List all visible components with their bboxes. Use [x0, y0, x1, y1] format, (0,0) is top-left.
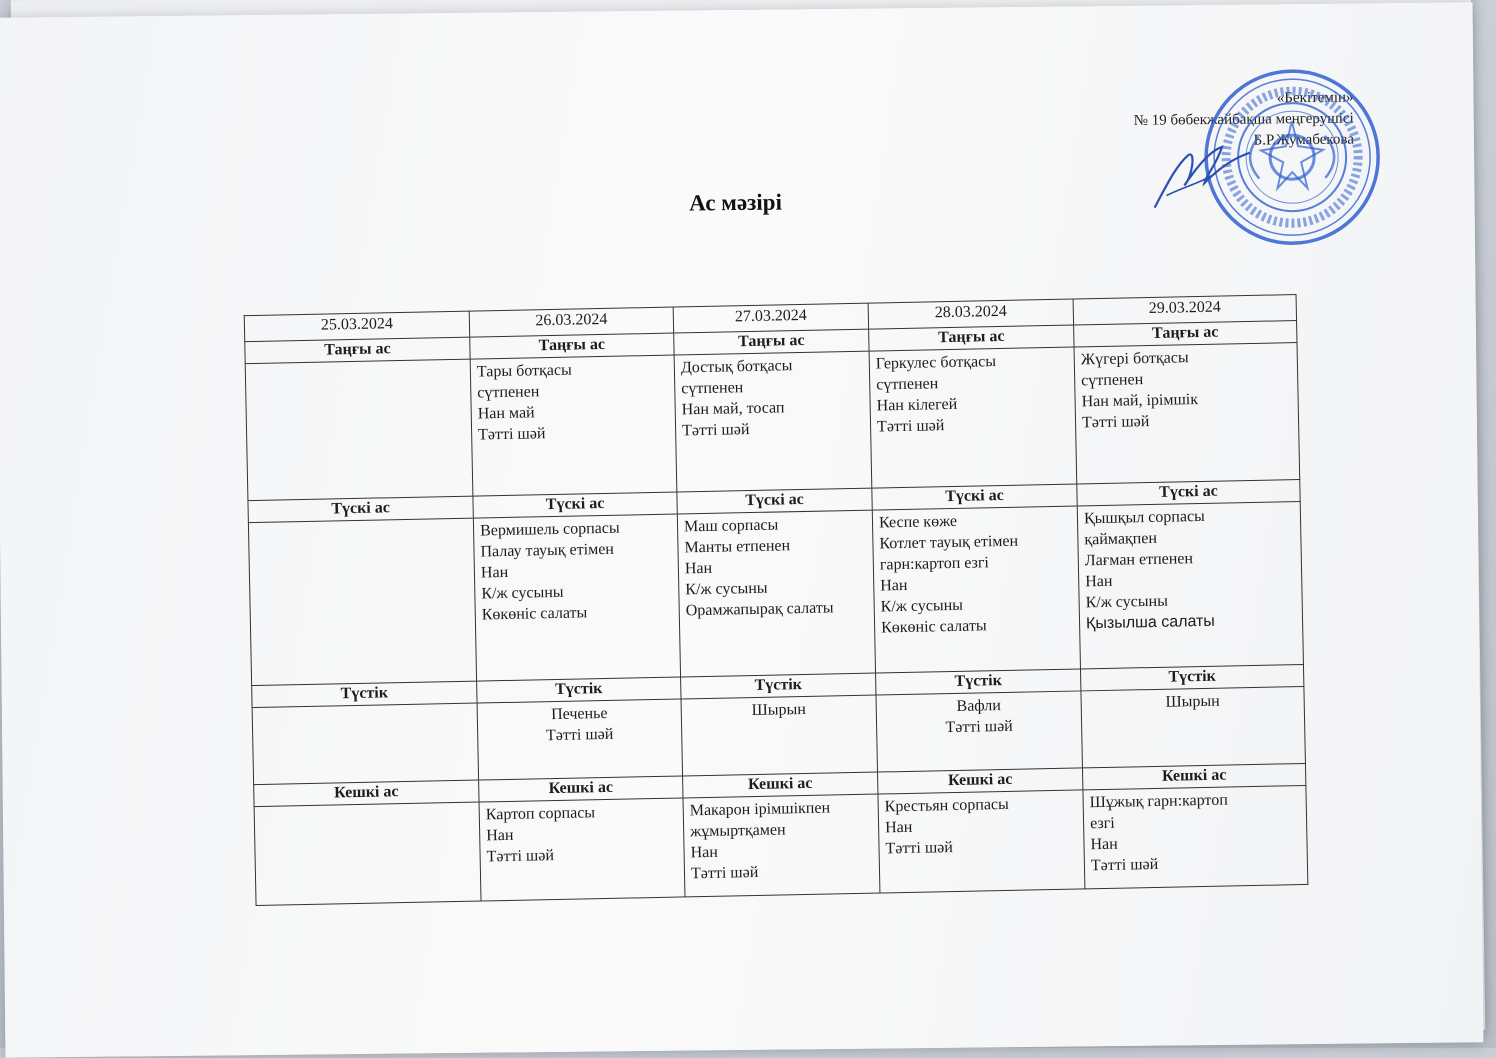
- menu-item: К/ж сусыны: [1085, 592, 1169, 612]
- menu-items-cell: [473, 514, 680, 681]
- menu-item: Нан: [1090, 835, 1118, 854]
- menu-item: Вермишель сорпасы: [479, 519, 620, 540]
- menu-item: Нан: [690, 843, 718, 862]
- menu-items-cell: [245, 359, 473, 500]
- date-cell: 25.03.2024: [244, 311, 469, 342]
- menu-item: Тәтті шәй: [681, 421, 750, 440]
- menu-item: Палау тауық етімен: [480, 540, 615, 561]
- date-cell: 29.03.2024: [1073, 295, 1296, 325]
- menu-items-cell: [479, 798, 685, 901]
- menu-items-cell: [683, 794, 880, 897]
- approval-line-2: № 19 бөбекжайбақша меңгерушісі: [1133, 110, 1354, 129]
- menu-item: Геркулес ботқасы: [875, 353, 997, 373]
- menu-item: Нан май: [477, 404, 535, 423]
- menu-item: Тәтті шәй: [690, 863, 759, 883]
- menu-item: Тары ботқасы: [476, 361, 572, 381]
- meal-name-cell: Кешкі ас: [479, 776, 683, 802]
- menu-item: Тәтті шәй: [945, 717, 1013, 737]
- menu-item: Көкөніс салаты: [481, 604, 588, 624]
- menu-items-cell: [254, 802, 481, 905]
- menu-item: Нан: [684, 559, 713, 578]
- meal-items-row-breakfast: [245, 343, 1300, 501]
- menu-item: Котлет тауық етімен: [879, 532, 1019, 553]
- menu-items-cell: [674, 351, 872, 492]
- menu-item: Манты етпенен: [684, 537, 791, 557]
- meal-name-cell: Таңғы ас: [470, 333, 674, 359]
- menu-item: гарн:картоп езгі: [879, 554, 990, 574]
- menu-item: қаймақпен: [1084, 529, 1158, 549]
- menu-item: сүтпенен: [477, 383, 540, 402]
- date-cell: 28.03.2024: [868, 299, 1073, 329]
- menu-item: Тәтті шәй: [876, 417, 945, 436]
- menu-item: Достық ботқасы: [680, 357, 793, 377]
- menu-table: [244, 294, 1309, 906]
- approval-line-1: «Бекітемін»: [1276, 89, 1354, 107]
- menu-items-cell: [252, 703, 479, 785]
- menu-item: Тәтті шәй: [545, 725, 614, 745]
- menu-item: езгі: [1089, 814, 1115, 833]
- menu-item: Нан: [486, 826, 514, 845]
- menu-item: Шырын: [1165, 692, 1220, 711]
- menu-item: сүтпенен: [1081, 371, 1144, 390]
- menu-item: Тәтті шәй: [1090, 855, 1159, 875]
- meal-name-cell: Түстік: [681, 673, 876, 699]
- meal-name-cell: Таңғы ас: [245, 337, 470, 364]
- menu-item: Нан: [880, 576, 908, 595]
- menu-items-cell: [872, 506, 1080, 673]
- date-cell: 26.03.2024: [469, 307, 673, 337]
- date-cell: 27.03.2024: [673, 303, 868, 333]
- menu-item: Лағман етпенен: [1084, 550, 1194, 570]
- menu-items-cell: [876, 691, 1083, 772]
- meal-name-cell: Түскі ас: [248, 496, 473, 523]
- menu-item: Нан: [884, 818, 913, 837]
- menu-item: К/ж сусыны: [880, 596, 964, 616]
- menu-items-cell: [878, 790, 1085, 893]
- meal-name-cell: Түстік: [477, 677, 681, 703]
- menu-items-cell: [470, 355, 677, 496]
- meal-name-cell: Түстік: [252, 681, 477, 708]
- menu-item: К/ж сусыны: [481, 583, 564, 603]
- menu-item: Шұжық гарн:картоп: [1089, 791, 1228, 812]
- menu-item: К/ж сусыны: [685, 579, 768, 599]
- menu-item: Крестьян сорпасы: [884, 795, 1009, 816]
- meal-name-cell: Кешкі ас: [1082, 763, 1305, 789]
- meal-name-cell: Түскі ас: [473, 492, 677, 518]
- meal-name-cell: Түскі ас: [677, 488, 872, 514]
- menu-item: сүтпенен: [681, 379, 744, 398]
- menu-item: Нан май, ірімшік: [1081, 391, 1199, 411]
- menu-item: Картоп сорпасы: [485, 804, 596, 824]
- menu-item: Тәтті шәй: [486, 847, 555, 866]
- menu-item: Печенье: [550, 704, 608, 724]
- menu-item: Маш сорпасы: [683, 516, 779, 536]
- meal-items-row-dinner: [254, 785, 1308, 905]
- menu-item: жұмыртқамен: [690, 821, 786, 841]
- menu-items-cell: [1077, 502, 1303, 669]
- approval-line-3: Б.Р.Жумабекова: [1253, 131, 1355, 149]
- meal-name-cell: Таңғы ас: [869, 325, 1074, 351]
- meal-name-cell: Түстік: [1080, 664, 1303, 690]
- menu-item: Тәтті шәй: [478, 425, 546, 444]
- menu-item: Тәтті шәй: [885, 839, 954, 858]
- menu-item: Макарон ірімшікпен: [689, 799, 831, 820]
- menu-item: Кеспе көже: [878, 512, 958, 532]
- menu-items-cell: [248, 518, 476, 685]
- menu-item: Нан май, тосап: [681, 399, 785, 419]
- meal-name-cell: Кешкі ас: [683, 772, 878, 798]
- menu-items-cell: [477, 699, 683, 780]
- meal-name-cell: Кешкі ас: [254, 780, 479, 807]
- menu-item: Қышқыл сорпасы: [1083, 507, 1206, 528]
- menu-item: Нан: [480, 563, 509, 582]
- menu-items-cell: [677, 510, 875, 677]
- menu-items-cell: [1074, 343, 1300, 484]
- menu-item: сүтпенен: [876, 375, 939, 394]
- menu-item: Нан кілегей: [876, 395, 958, 415]
- menu-item: Нан: [1085, 572, 1113, 591]
- menu-item: Шырын: [751, 700, 807, 720]
- menu-item: Вафли: [956, 697, 1002, 715]
- menu-item: Қызылша салаты: [1085, 612, 1216, 633]
- menu-items-cell: [681, 695, 878, 776]
- page-title: Ас мәзірі: [689, 189, 783, 216]
- meal-name-cell: Таңғы ас: [674, 329, 869, 355]
- menu-items-cell: [1083, 785, 1308, 888]
- meal-name-cell: Түстік: [876, 669, 1081, 695]
- meal-name-cell: Түскі ас: [1077, 480, 1300, 506]
- meal-items-row-lunch: [248, 502, 1303, 686]
- menu-document-sheet: [0, 2, 1483, 1057]
- menu-item: Тәтті шәй: [1081, 413, 1150, 432]
- menu-items-cell: [869, 347, 1077, 488]
- menu-item: Жүгері ботқасы: [1080, 349, 1189, 369]
- meal-name-cell: Түскі ас: [872, 484, 1077, 510]
- meal-name-cell: Кешкі ас: [878, 768, 1083, 794]
- menu-item: Орамжапырақ салаты: [685, 599, 834, 620]
- menu-item: Көкөніс салаты: [880, 617, 987, 637]
- menu-items-cell: [1081, 686, 1306, 767]
- meal-name-cell: Таңғы ас: [1074, 321, 1297, 347]
